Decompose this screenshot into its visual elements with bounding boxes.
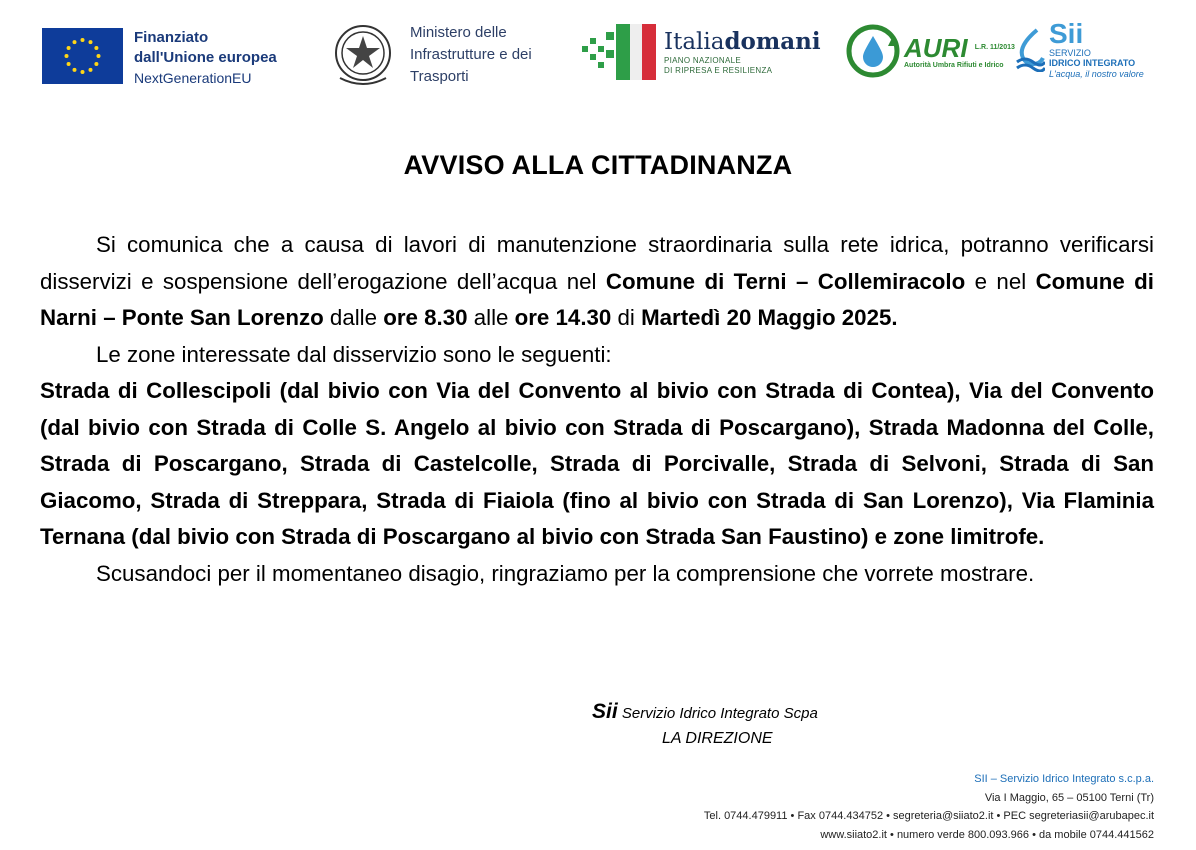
eu-funding-logo: [42, 28, 277, 88]
footer-line3: Tel. 0744.479911 • Fax 0744.434752 • segreteria@siiato2.it • PEC segreteriasii@arubapec.it: [703, 810, 1154, 822]
eu-logo-line3: NextGenerationEU: [134, 70, 252, 86]
italiadomani-name: Italiadomani: [664, 28, 821, 55]
signature: [592, 700, 818, 748]
water-wave-icon: [1015, 28, 1045, 72]
notice-paragraph-1: Si comunica che a causa di lavori di manutenzione straordinaria sulla rete idrica, potranno verificarsi disservizi e sospensione dell’erogazione dell’acqua nel Comune di Terni – Collemiracolo e nel Comune di Narni – Ponte San Lorenzo dalle ore 8.30 alle ore 14.30 di Martedì 20 Maggio 2025.: [40, 232, 1154, 330]
auri-logo: [846, 24, 1015, 78]
sii-name: Sii: [1049, 18, 1084, 49]
auri-name: AURI $^{L.R. 11/2013}$: [904, 32, 1015, 63]
sii-sub2: IDRICO INTEGRATO: [1049, 58, 1136, 68]
italiadomani-sub2: DI RIPRESA E RESILIENZA: [664, 66, 773, 75]
logo-header: [0, 18, 1196, 98]
page-title: AVVISO ALLA CITTADINANZA: [403, 150, 793, 180]
notice-paragraph-2: Le zone interessate dal disservizio sono le seguenti:: [96, 341, 612, 367]
ministry-line3: Trasporti: [410, 68, 469, 85]
notice-body: [40, 227, 1154, 592]
closing-paragraph: Scusandoci per il momentaneo disagio, ringraziamo per la comprensione che vorrete mostrare.: [96, 560, 1035, 586]
signature-company: Servizio Idrico Integrato Scpa: [621, 705, 818, 722]
footer-line2: Via I Maggio, 65 – 05100 Terni (Tr): [984, 791, 1154, 804]
ministry-line1: Ministero delle: [410, 24, 507, 41]
affected-zones: Strada di Collescipoli (dal bivio con Via del Convento al bivio con Strada di Contea), Via del Convento (dal bivio con Strada di Colle S. Angelo al bivio con Strada di Poscargano), Strada Madonna del Colle, Strada di Poscargano, Strada di Castelcolle, Strada di Porcivalle, Strada di Selvoni, Strada di San Giacomo, Strada di Streppara, Strada di Fiaiola (fino al bivio con Strada di San Lorenzo), Via Flaminia Ternana (dal bivio con Strada di Poscargano al bivio con Strada San Faustino) e zone limitrofe.: [40, 378, 1154, 549]
italiadomani-sub1: PIANO NAZIONALE: [664, 56, 741, 65]
auri-recycle-drop-icon: [846, 24, 900, 78]
footer-contacts: [704, 770, 1154, 844]
eu-flag-icon: [42, 28, 123, 84]
pixel-flag-icon: [580, 20, 658, 84]
signature-role: LA DIREZIONE: [662, 730, 773, 747]
auri-subtitle: Autorità Umbra Rifiuti e Idrico: [904, 61, 1004, 69]
sii-logo: [1015, 20, 1144, 80]
sii-sub1: SERVIZIO: [1049, 48, 1091, 58]
footer-line4: www.siiato2.it • numero verde 800.093.966 • da mobile 0744.441562: [820, 828, 1154, 841]
italiadomani-logo: [580, 20, 821, 84]
eu-logo-line1: Finanziato: [134, 29, 209, 46]
footer-line1: SII – Servizio Idrico Integrato s.c.p.a.: [974, 773, 1154, 785]
ministry-logo: [332, 20, 532, 90]
ministry-line2: Infrastrutture e dei: [410, 46, 532, 63]
eu-logo-line2: dall'Unione europea: [134, 49, 277, 66]
signature-brand: Sii: [592, 700, 618, 723]
sii-tagline: L'acqua, il nostro valore: [1049, 69, 1144, 79]
italian-republic-emblem-icon: [332, 20, 394, 90]
